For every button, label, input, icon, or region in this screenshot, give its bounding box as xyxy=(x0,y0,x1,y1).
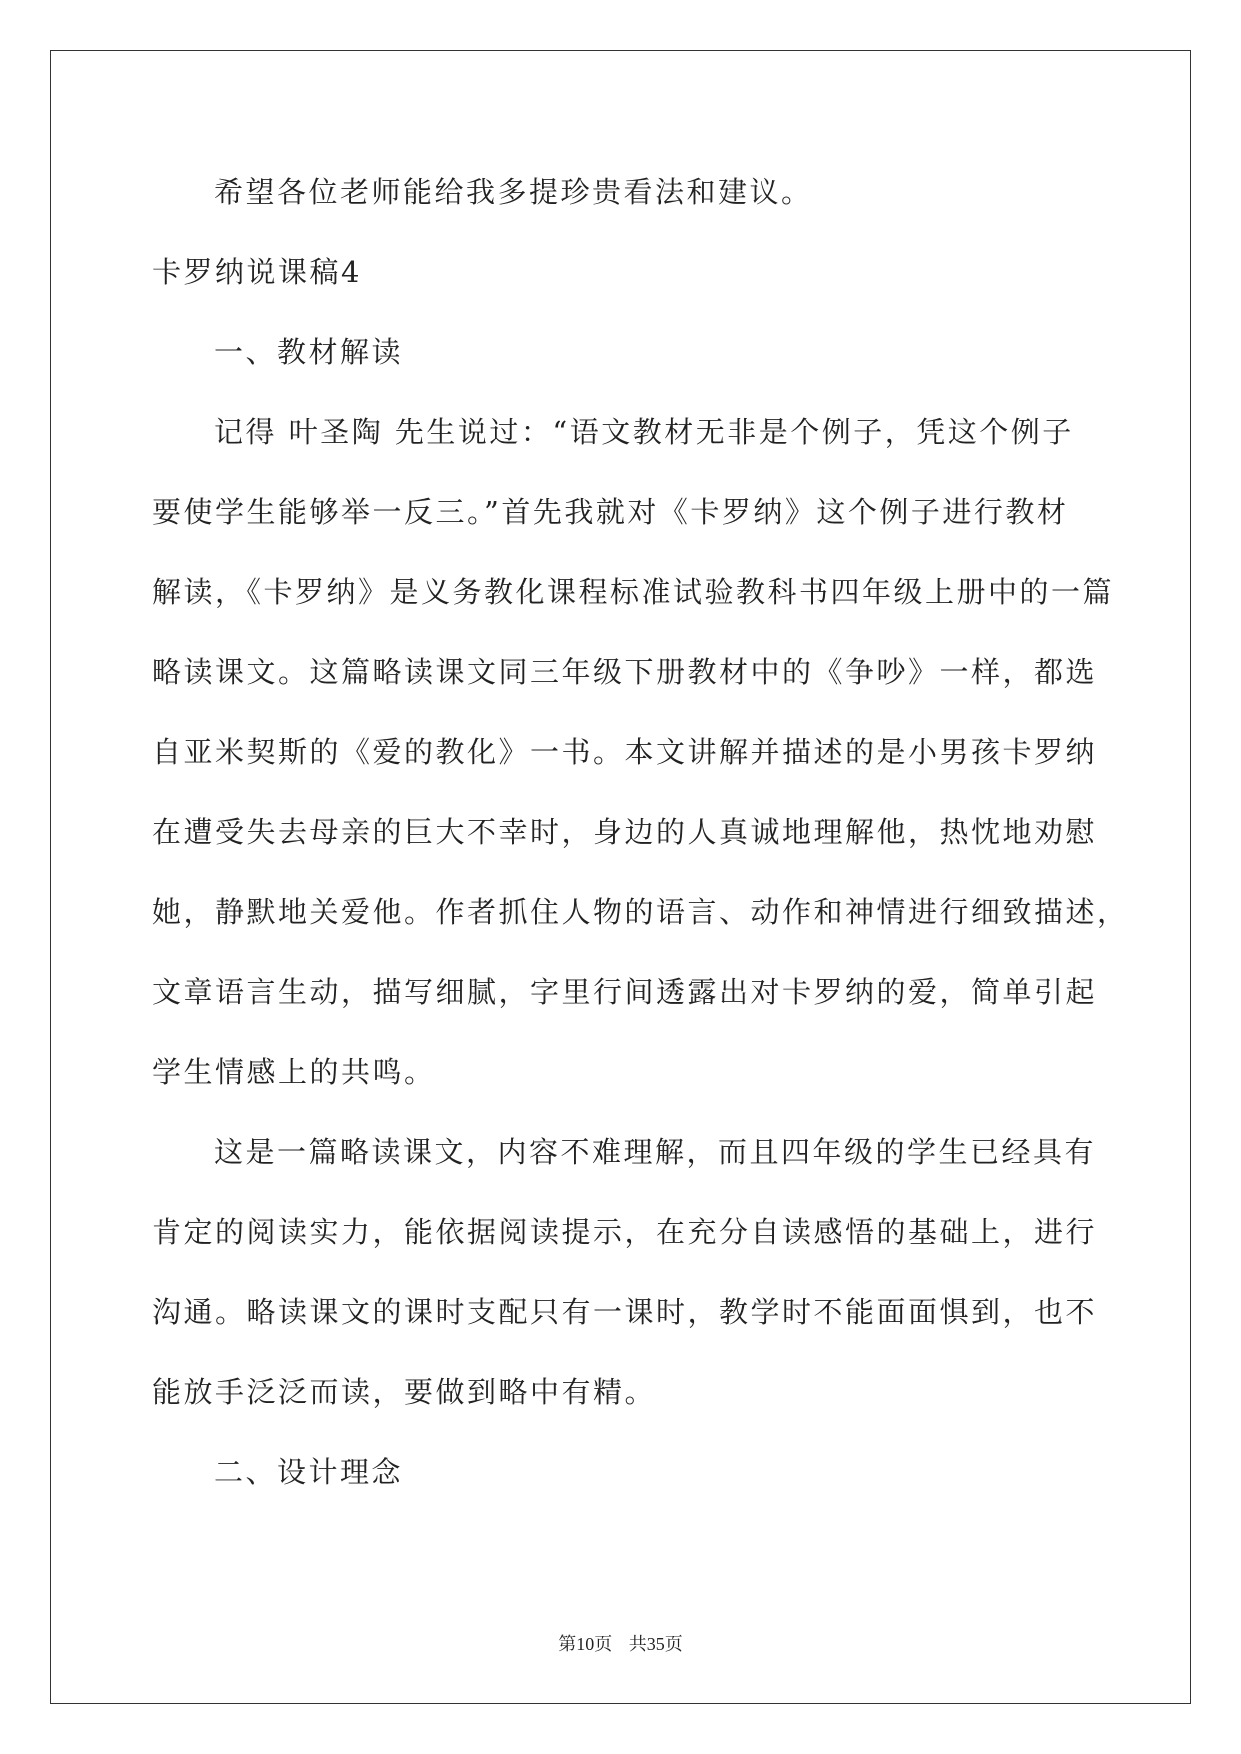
paragraph-line: 自亚米契斯的《爱的教化》一书。本文讲解并描述的是小男孩卡罗纳 xyxy=(152,735,1098,769)
paragraph-line: 肯定的阅读实力，能依据阅读提示，在充分自读感悟的基础上，进行 xyxy=(152,1215,1098,1249)
paragraph-line: 要使学生能够举一反三。”首先我就对《卡罗纳》这个例子进行教材 xyxy=(152,495,1069,529)
page-number: 第10页 xyxy=(558,1634,613,1654)
paragraph-line: 解读，《卡罗纳》是义务教化课程标准试验教科书四年级上册中的一篇 xyxy=(152,575,1115,609)
paragraph-line: 记得 叶圣陶 先生说过：“语文教材无非是个例子，凭这个例子 xyxy=(214,415,1074,449)
paragraph-line: 沟通。略读课文的课时支配只有一课时，教学时不能面面惧到，也不 xyxy=(152,1295,1098,1329)
paragraph-line: 希望各位老师能给我多提珍贵看法和建议。 xyxy=(214,175,813,209)
section-title: 卡罗纳说课稿4 xyxy=(152,255,362,289)
paragraph-line: 她，静默地关爱他。作者抓住人物的语言、动作和神情进行细致描述， xyxy=(152,895,1129,929)
paragraph-line: 在遭受失去母亲的巨大不幸时，身边的人真诚地理解他，热忱地劝慰 xyxy=(152,815,1098,849)
heading-2: 二、设计理念 xyxy=(214,1455,404,1489)
heading-1: 一、教材解读 xyxy=(214,335,404,369)
page-total: 共35页 xyxy=(628,1634,683,1654)
paragraph-line: 文章语言生动，描写细腻，字里行间透露出对卡罗纳的爱，简单引起 xyxy=(152,975,1098,1009)
paragraph-line: 能放手泛泛而读，要做到略中有精。 xyxy=(152,1375,657,1409)
page-footer xyxy=(0,1632,1241,1656)
paragraph-line: 这是一篇略读课文，内容不难理解，而且四年级的学生已经具有 xyxy=(214,1135,1097,1169)
paragraph-line: 略读课文。这篇略读课文同三年级下册教材中的《争吵》一样，都选 xyxy=(152,655,1098,689)
paragraph-line: 学生情感上的共鸣。 xyxy=(152,1055,436,1089)
